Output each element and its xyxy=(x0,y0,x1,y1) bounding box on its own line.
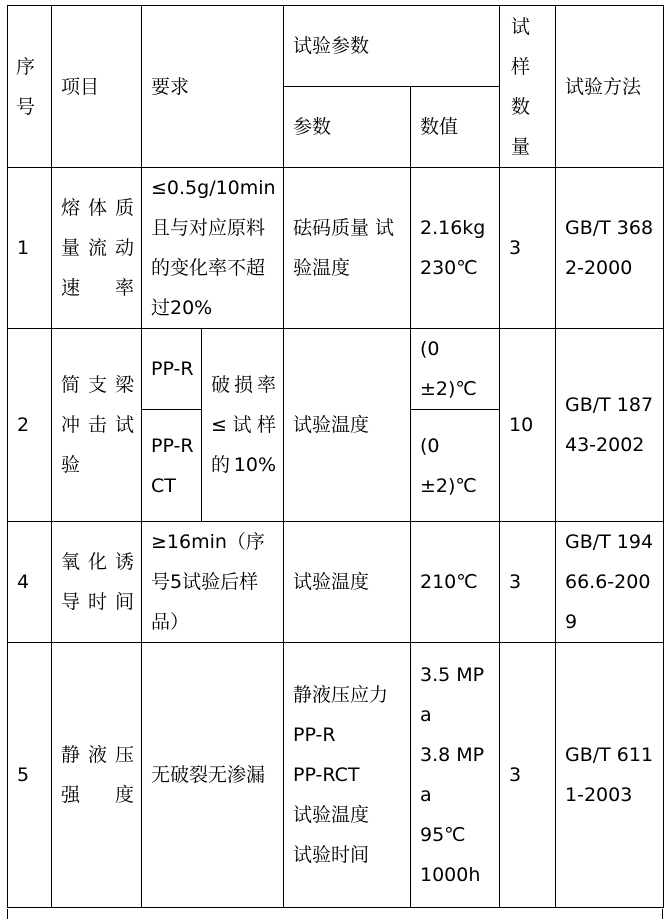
cell-qty: 10 xyxy=(500,329,556,522)
test-spec-table xyxy=(7,5,664,908)
cell-no: 5 xyxy=(8,643,52,908)
value-line: 95℃ xyxy=(420,824,466,846)
cell-qty: 3 xyxy=(500,522,556,643)
param-line: 试验温度 xyxy=(293,804,370,826)
param-line: 试验时间 xyxy=(293,844,370,866)
table-continuation-edge xyxy=(7,909,663,919)
header-cell-param: 参数 xyxy=(284,87,411,168)
cell-no: 4 xyxy=(8,522,52,643)
cell-value xyxy=(411,643,500,908)
cell-requirement: ≥16min（序号5试验后样品） xyxy=(142,522,284,643)
cell-requirement: ≤0.5g/10min且与对应原料的变化率不超过20% xyxy=(142,168,284,329)
spec-table-frame xyxy=(7,5,664,908)
table-row xyxy=(8,329,664,410)
value-line: 1000h xyxy=(420,864,481,886)
cell-value: (0±2)℃ xyxy=(411,329,500,410)
header-row xyxy=(8,6,664,87)
value-line: 3.5 MPa xyxy=(420,664,485,726)
value-lines xyxy=(411,655,499,895)
cell-param xyxy=(284,643,411,908)
param-line: PP-R xyxy=(293,724,336,746)
cell-item: 简支梁冲击试验 xyxy=(52,329,142,522)
table-row xyxy=(8,643,664,908)
param-line: 静液压应力 xyxy=(293,684,389,706)
param-lines xyxy=(284,675,410,875)
cell-no: 2 xyxy=(8,329,52,522)
cell-param: 试验温度 xyxy=(284,522,411,643)
cell-param: 砝码质量 试验温度 xyxy=(284,168,411,329)
param-line: PP-RCT xyxy=(293,764,360,786)
cell-method: GB/T 6111-2003 xyxy=(556,643,664,908)
cell-requirement: 破损率≤试样的10% xyxy=(202,329,284,522)
table-row xyxy=(8,522,664,643)
header-cell-item: 项目 xyxy=(52,6,142,168)
cell-item: 氧化诱导时间 xyxy=(52,522,142,643)
cell-item: 熔体质量流动速率 xyxy=(52,168,142,329)
header-cell-method: 试验方法 xyxy=(556,6,664,168)
cell-qty: 3 xyxy=(500,168,556,329)
value-line: 3.8 MPa xyxy=(420,744,485,806)
cell-qty: 3 xyxy=(500,643,556,908)
header-cell-sample-qty: 试样数量 xyxy=(500,6,556,168)
cell-method: GB/T 19466.6-2009 xyxy=(556,522,664,643)
cell-value: 2.16kg 230℃ xyxy=(411,168,500,329)
cell-item: 静液压强度 xyxy=(52,643,142,908)
header-cell-requirement: 要求 xyxy=(142,6,284,168)
header-cell-value: 数值 xyxy=(411,87,500,168)
cell-method: GB/T 18743-2002 xyxy=(556,329,664,522)
cell-method: GB/T 3682-2000 xyxy=(556,168,664,329)
cell-subtype-ppr: PP-R xyxy=(142,329,202,410)
header-cell-no: 序号 xyxy=(8,6,52,168)
cell-param: 试验温度 xyxy=(284,329,411,522)
cell-value: 210℃ xyxy=(411,522,500,643)
cell-subtype-pprct: PP-RCT xyxy=(142,410,202,522)
cell-requirement: 无破裂无渗漏 xyxy=(142,643,284,908)
cell-no: 1 xyxy=(8,168,52,329)
cell-value: (0±2)℃ xyxy=(411,410,500,522)
table-row xyxy=(8,168,664,329)
header-cell-test-params: 试验参数 xyxy=(284,6,500,87)
